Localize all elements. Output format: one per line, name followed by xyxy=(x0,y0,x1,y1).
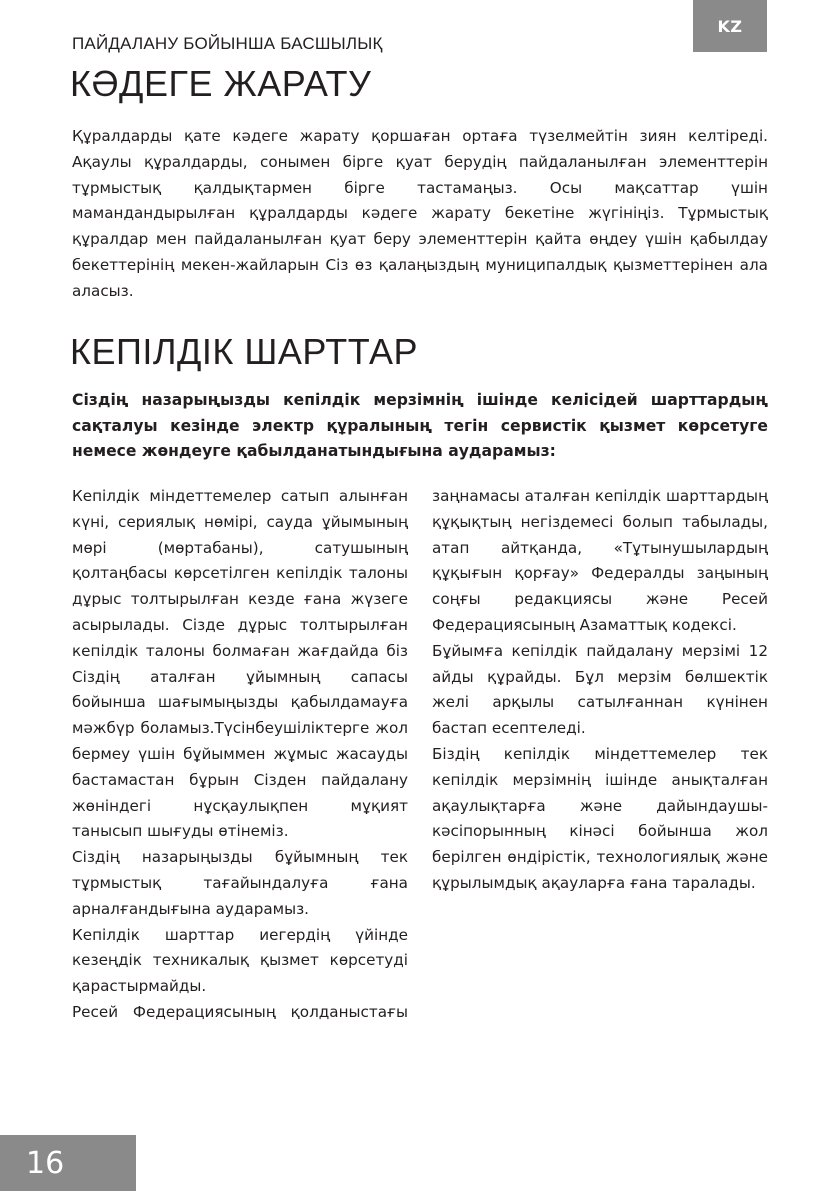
warranty-paragraph-obligations: Кепілдік міндеттемелер сатып алынған күні, сериялық нөмірі, сауда ұйымының мөрі (мөртабаны), сатушының қолтаңбасы көрсетілген кепілдік талоны дұрыс толтырылған кезде ғана жүзеге асырылады. Сізде дұрыс толтырылған кепілдік талоны болмаған жағдайда біз Сіздің аталған ұйымның сапасы бойынша шағымыңызды қабылдамауға мәжбүр боламыз.Түсінбеушіліктерге жол бермеу үшін бұйыммен жұмыс жасауды бастамастан бұрын Сізден пайдалану жөніндегі нұсқаулықпен мұқият танысып шығуды өтінеміз. xyxy=(72,487,408,841)
disposal-section-title: КӘДЕГЕ ЖАРАТУ xyxy=(70,63,372,104)
warranty-left-column xyxy=(72,484,408,1026)
warranty-paragraph-legislation-start: Ресей Федерациясының қолданыстағы xyxy=(72,1002,408,1021)
warranty-paragraph-home-service: Кепілдік шарттар иегердің үйінде кезеңдік техникалық қызмет көрсетуді қарастырмайды. xyxy=(72,925,408,996)
warranty-section-title: КЕПІЛДІК ШАРТТАР xyxy=(70,331,419,372)
warranty-paragraph-legislation-end: заңнамасы аталған кепілдік шарттардың құқықтың негіздемесі болып табылады, атап айтқанда, «Тұтынушылардың құқығын қорғау» Федералды заңының соңғы редакциясы және Ресей Федерациясының Азаматтық кодексі. xyxy=(432,487,768,634)
disposal-paragraph: Құралдарды қате кәдеге жарату қоршаған ортаға түзелмейтін зиян келтіреді. Ақаулы құралдарды, сонымен бірге қуат берудің пайдаланылған элементтерін тұрмыстық қалдықтармен бірге тастамаңыз. Осы мақсаттар үшін мамандандырылған құралдарды кәдеге жарату бекетіне жүгініңіз. Тұрмыстық құралдар мен пайдаланылған қуат беру элементтерін қайта өңдеу үшін қабылдау бекеттерінің мекен-жайларын Сіз өз қалаңыздың муниципалдық қызметтерінен ала аласыз. xyxy=(72,127,768,300)
manual-header-label: ПАЙДАЛАНУ БОЙЫНША БАСШЫЛЫҚ xyxy=(72,34,383,53)
warranty-paragraph-household-use: Сіздің назарыңызды бұйымның тек тұрмыстық тағайындалуға ғана арналғандығына аударамыз. xyxy=(72,848,408,918)
warranty-paragraph-defects: Біздің кепілдік міндеттемелер тек кепілдік мерзімнің ішінде анықталған ақаулықтарға және дайындаушы-кәсіпорынның кінәсі бойынша жол берілген өндірістік, технологиялық және құрылымдық ақауларға ғана таралады. xyxy=(432,744,768,892)
warranty-paragraph-term: Бұйымға кепілдік пайдалану мерзімі 12 айды құрайды. Бұл мерзім бөлшектік желі арқылы сатылғаннан күнінен бастап есептеледі. xyxy=(432,641,768,738)
language-tab: KZ xyxy=(693,0,767,52)
page-number: 16 xyxy=(0,1135,136,1191)
warranty-right-column xyxy=(432,484,768,897)
warranty-intro-paragraph: Сіздің назарыңызды кепілдік мерзімнің ішінде келісідей шарттардың сақталуы кезінде электр құралының тегін сервистік қызмет көрсетуге немесе жөндеуге қабылданатындығына аударамыз: xyxy=(72,391,768,460)
